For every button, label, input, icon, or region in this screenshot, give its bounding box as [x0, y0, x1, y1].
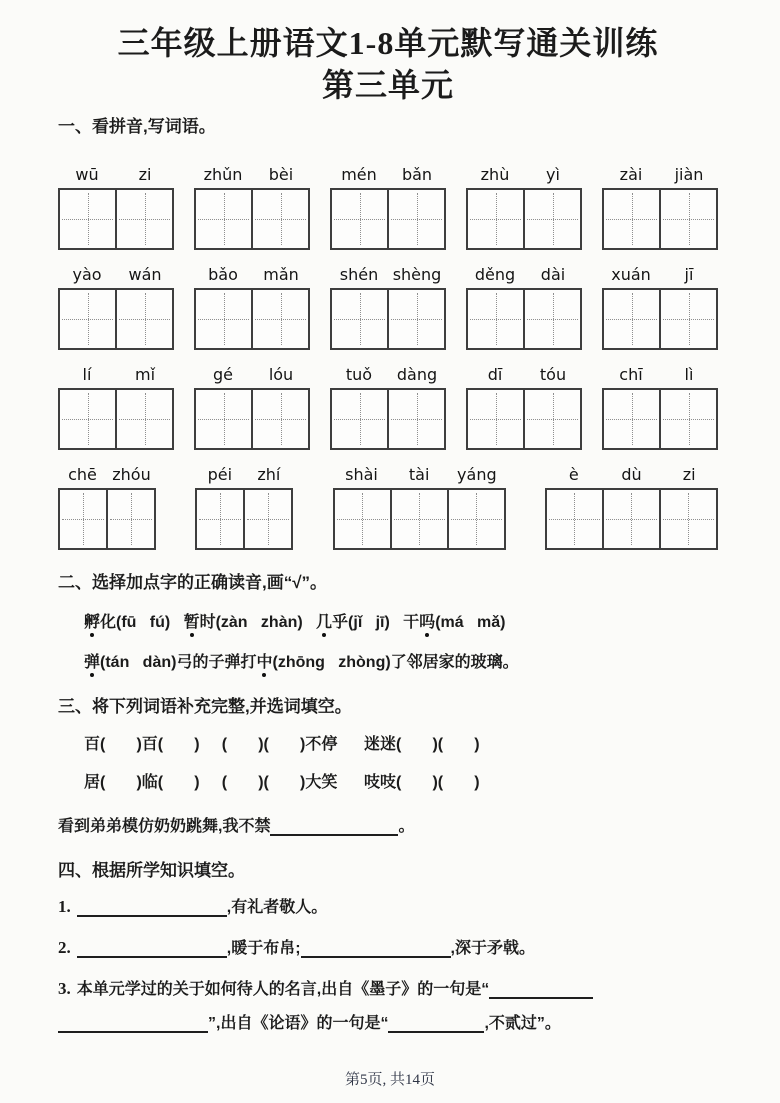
text-run: 乎(jǐ jī) 干	[332, 614, 420, 631]
text-run: ”,出自《论语》的一句是“	[208, 1015, 389, 1032]
grid-cell[interactable]	[468, 190, 523, 248]
pinyin-word-group	[58, 164, 174, 250]
writing-grid[interactable]	[330, 188, 446, 250]
pinyin-syllable: dī	[487, 365, 503, 384]
text-run: 化(fū fú)	[100, 614, 184, 631]
pinyin-rows	[58, 164, 718, 550]
grid-cell[interactable]	[468, 390, 523, 448]
pinyin-syllable: jiàn	[674, 165, 704, 184]
grid-cell[interactable]	[335, 490, 390, 548]
text-run: ,暖于布帛;	[226, 940, 301, 957]
dashed-midline-vertical	[224, 293, 225, 345]
pinyin-label	[58, 264, 174, 286]
writing-grid[interactable]	[466, 388, 582, 450]
dashed-midline-vertical	[496, 393, 497, 445]
dashed-midline-vertical	[632, 393, 633, 445]
pinyin-syllable: dàng	[396, 365, 438, 384]
section4-items	[58, 890, 718, 1041]
pinyin-word-group	[466, 364, 582, 450]
page-number: 第5页, 共14页	[344, 1072, 435, 1088]
pinyin-label	[58, 164, 174, 186]
pinyin-word-group	[602, 164, 718, 250]
grid-cell[interactable]	[251, 190, 308, 248]
dashed-midline-vertical	[281, 193, 282, 245]
dotted-character: 暂	[183, 614, 200, 631]
grid-cell[interactable]	[659, 290, 716, 348]
pinyin-word-group	[330, 264, 446, 350]
grid-cell[interactable]	[523, 190, 580, 248]
pinyin-syllable: mǐ	[134, 365, 156, 384]
grid-cell[interactable]	[60, 490, 106, 548]
page-title-line1: 三年级上册语文1-8单元默写通关训练	[117, 25, 659, 61]
writing-grid[interactable]	[194, 188, 310, 250]
pinyin-syllable: zhóu	[112, 465, 151, 484]
dashed-midline-vertical	[689, 193, 690, 245]
pinyin-syllable: è	[568, 465, 579, 484]
pinyin-label	[194, 364, 310, 386]
writing-grid[interactable]	[58, 288, 174, 350]
text-run: 看到弟弟模仿奶奶跳舞,我不禁	[58, 818, 271, 835]
pinyin-row	[58, 264, 718, 350]
dashed-midline-vertical	[131, 493, 132, 545]
pinyin-syllable: jī	[684, 265, 694, 284]
text-run: (má mǎ)	[435, 614, 506, 631]
grid-cell[interactable]	[547, 490, 602, 548]
grid-cell[interactable]	[523, 290, 580, 348]
text-run: (zhōng zhòng)了邻居家的玻璃。	[272, 654, 519, 671]
knowledge-fill-item	[58, 890, 718, 925]
pinyin-syllable: zi	[138, 165, 152, 184]
dotted-character: 孵	[84, 614, 101, 631]
grid-cell[interactable]	[523, 390, 580, 448]
grid-cell[interactable]	[332, 190, 387, 248]
pinyin-word-group	[466, 264, 582, 350]
word-completion-line-1: 百( )百( ) ( )( )不停 迷迷( )( )	[84, 736, 480, 753]
writing-grid[interactable]	[602, 388, 718, 450]
dashed-midline-vertical	[360, 193, 361, 245]
grid-cell[interactable]	[659, 390, 716, 448]
writing-grid[interactable]	[194, 388, 310, 450]
dashed-midline-vertical	[632, 293, 633, 345]
dashed-midline-vertical	[417, 293, 418, 345]
text-run: ,不贰过”。	[484, 1015, 561, 1032]
dotted-character: 吗	[419, 614, 436, 631]
fill-sentence	[58, 810, 718, 844]
section2-lines	[58, 606, 718, 680]
pinyin-syllable: bǎo	[208, 265, 238, 284]
fill-in-blank[interactable]	[77, 954, 227, 958]
pinyin-syllable: lóu	[268, 365, 294, 384]
grid-cell[interactable]	[106, 490, 154, 548]
grid-cell[interactable]	[243, 490, 291, 548]
pinyin-syllable: yì	[546, 165, 560, 184]
pinyin-syllable: zhí	[257, 465, 281, 484]
pinyin-syllable: bèi	[268, 165, 294, 184]
grid-cell[interactable]	[390, 490, 447, 548]
grid-cell[interactable]	[196, 190, 251, 248]
pinyin-word-group	[195, 464, 293, 550]
pronunciation-line-1	[58, 606, 718, 640]
writing-grid[interactable]	[330, 388, 446, 450]
pinyin-row	[58, 164, 718, 250]
fill-in-blank[interactable]	[77, 913, 227, 917]
pinyin-word-group	[58, 364, 174, 450]
item-number: 2.	[58, 938, 71, 957]
dashed-midline-vertical	[88, 193, 89, 245]
fill-in-blank[interactable]	[270, 832, 398, 836]
knowledge-fill-item	[58, 931, 718, 966]
dashed-midline-vertical	[496, 193, 497, 245]
pinyin-word-group	[330, 164, 446, 250]
dashed-midline-vertical	[145, 393, 146, 445]
pinyin-syllable: chī	[619, 365, 643, 384]
pinyin-word-group	[545, 464, 718, 550]
grid-cell[interactable]	[447, 490, 504, 548]
writing-grid[interactable]	[333, 488, 506, 550]
pinyin-label	[602, 164, 718, 186]
grid-cell[interactable]	[115, 290, 172, 348]
writing-grid[interactable]	[58, 188, 174, 250]
grid-cell[interactable]	[604, 190, 659, 248]
pinyin-syllable: tài	[408, 465, 430, 484]
dashed-midline-vertical	[360, 293, 361, 345]
pinyin-word-group	[58, 264, 174, 350]
grid-cell[interactable]	[387, 390, 444, 448]
fill-in-blank[interactable]	[388, 1029, 484, 1033]
dotted-character: 几	[316, 614, 333, 631]
text-run: (tán dàn)弓的子弹打	[100, 654, 257, 671]
writing-grid[interactable]	[602, 188, 718, 250]
dashed-midline-vertical	[224, 193, 225, 245]
writing-grid[interactable]	[58, 488, 156, 550]
pinyin-word-group	[602, 364, 718, 450]
knowledge-fill-item	[58, 972, 718, 1041]
pinyin-syllable: mén	[341, 165, 377, 184]
pinyin-label	[602, 364, 718, 386]
text-run: 时(zàn zhàn)	[199, 614, 317, 631]
pinyin-syllable: dù	[621, 465, 642, 484]
pinyin-label	[194, 264, 310, 286]
pinyin-syllable: shài	[345, 465, 378, 484]
grid-cell[interactable]	[387, 290, 444, 348]
page-title-line2: 第三单元	[321, 67, 454, 103]
word-completion-line-2: 居( )临( ) ( )( )大笑 吱吱( )( )	[84, 774, 480, 791]
grid-cell[interactable]	[332, 290, 387, 348]
pinyin-label	[466, 264, 582, 286]
dashed-midline-vertical	[419, 493, 420, 545]
pinyin-syllable: chē	[68, 465, 97, 484]
pinyin-syllable: yào	[72, 265, 102, 284]
dotted-character: 中	[256, 654, 273, 671]
dashed-midline-vertical	[417, 193, 418, 245]
pinyin-label	[330, 264, 446, 286]
pinyin-syllable: mǎn	[263, 265, 299, 284]
dashed-midline-vertical	[553, 293, 554, 345]
pinyin-syllable: lì	[684, 365, 694, 384]
pinyin-word-group	[194, 264, 310, 350]
pinyin-label	[602, 264, 718, 286]
dashed-midline-vertical	[224, 393, 225, 445]
fill-in-blank[interactable]	[301, 954, 451, 958]
grid-cell[interactable]	[60, 390, 115, 448]
grid-cell[interactable]	[115, 190, 172, 248]
text-run: ,深于矛戟。	[450, 940, 535, 957]
dashed-midline-vertical	[689, 293, 690, 345]
section3-heading: 三、将下列词语补充完整,并选词填空。	[58, 697, 352, 716]
grid-cell[interactable]	[602, 490, 659, 548]
writing-grid[interactable]	[466, 288, 582, 350]
section2-heading: 二、选择加点字的正确读音,画“√”。	[58, 573, 328, 592]
pinyin-word-group	[330, 364, 446, 450]
dashed-midline-vertical	[88, 293, 89, 345]
pinyin-label	[58, 464, 156, 486]
pinyin-syllable: shèng	[392, 265, 442, 284]
pinyin-syllable: tuǒ	[345, 365, 373, 384]
dashed-midline-vertical	[145, 293, 146, 345]
grid-cell[interactable]	[196, 290, 251, 348]
pinyin-syllable: shén	[339, 265, 379, 284]
fill-in-blank[interactable]	[489, 995, 593, 999]
pinyin-label	[545, 464, 718, 486]
pinyin-syllable: wán	[128, 265, 162, 284]
dashed-midline-vertical	[417, 393, 418, 445]
dashed-midline-vertical	[553, 193, 554, 245]
grid-cell[interactable]	[197, 490, 243, 548]
writing-grid[interactable]	[58, 388, 174, 450]
pinyin-word-group	[194, 364, 310, 450]
pinyin-syllable: lí	[82, 365, 92, 384]
pinyin-syllable: tóu	[539, 365, 567, 384]
writing-grid[interactable]	[602, 288, 718, 350]
dashed-midline-vertical	[688, 493, 689, 545]
grid-cell[interactable]	[251, 290, 308, 348]
pinyin-syllable: péi	[207, 465, 233, 484]
dashed-midline-vertical	[632, 193, 633, 245]
grid-cell[interactable]	[60, 290, 115, 348]
item-number: 3.	[58, 979, 71, 998]
grid-cell[interactable]	[251, 390, 308, 448]
pinyin-syllable: děng	[474, 265, 516, 284]
pinyin-label	[330, 364, 446, 386]
pinyin-row	[58, 364, 718, 450]
pinyin-syllable: yáng	[457, 465, 497, 484]
pinyin-syllable: zhǔn	[203, 165, 243, 184]
pinyin-syllable: dài	[540, 265, 566, 284]
dashed-midline-vertical	[220, 493, 221, 545]
pinyin-word-group	[602, 264, 718, 350]
grid-cell[interactable]	[604, 390, 659, 448]
writing-grid[interactable]	[330, 288, 446, 350]
grid-cell[interactable]	[604, 290, 659, 348]
dashed-midline-vertical	[362, 493, 363, 545]
grid-cell[interactable]	[387, 190, 444, 248]
dashed-midline-vertical	[88, 393, 89, 445]
pinyin-syllable: bǎn	[401, 165, 433, 184]
dashed-midline-vertical	[145, 193, 146, 245]
pinyin-label	[330, 164, 446, 186]
grid-cell[interactable]	[659, 490, 716, 548]
writing-grid[interactable]	[194, 288, 310, 350]
dashed-midline-vertical	[689, 393, 690, 445]
writing-grid[interactable]	[195, 488, 293, 550]
writing-grid[interactable]	[545, 488, 718, 550]
pinyin-word-group	[58, 464, 156, 550]
pinyin-word-group	[466, 164, 582, 250]
dashed-midline-vertical	[360, 393, 361, 445]
item-number: 1.	[58, 897, 71, 916]
grid-cell[interactable]	[468, 290, 523, 348]
grid-cell[interactable]	[659, 190, 716, 248]
pinyin-syllable: wū	[75, 165, 99, 184]
pinyin-word-group	[194, 164, 310, 250]
pinyin-label	[466, 164, 582, 186]
text-run: ,有礼者敬人。	[226, 899, 328, 916]
pinyin-syllable: zi	[682, 465, 696, 484]
pinyin-label	[466, 364, 582, 386]
pinyin-label	[58, 364, 174, 386]
section4-heading: 四、根据所学知识填空。	[58, 861, 245, 880]
grid-cell[interactable]	[332, 390, 387, 448]
pronunciation-line-2	[58, 646, 718, 680]
text-run: 本单元学过的关于如何待人的名言,出自《墨子》的一句是“	[76, 981, 490, 998]
dashed-midline-vertical	[553, 393, 554, 445]
dashed-midline-vertical	[281, 293, 282, 345]
pinyin-syllable: xuán	[611, 265, 651, 284]
grid-cell[interactable]	[115, 390, 172, 448]
dashed-midline-vertical	[281, 393, 282, 445]
dashed-midline-vertical	[476, 493, 477, 545]
pinyin-row	[58, 464, 718, 550]
dashed-midline-vertical	[268, 493, 269, 545]
pinyin-syllable: zhù	[480, 165, 510, 184]
fill-in-blank[interactable]	[58, 1029, 208, 1033]
pinyin-label	[194, 164, 310, 186]
dashed-midline-vertical	[574, 493, 575, 545]
pinyin-word-group	[333, 464, 506, 550]
section3-lines	[58, 728, 718, 800]
grid-cell[interactable]	[60, 190, 115, 248]
dashed-midline-vertical	[631, 493, 632, 545]
dotted-character: 弹	[84, 654, 101, 671]
pinyin-syllable: gé	[213, 365, 233, 384]
dashed-midline-vertical	[83, 493, 84, 545]
pinyin-label	[333, 464, 506, 486]
writing-grid[interactable]	[466, 188, 582, 250]
grid-cell[interactable]	[196, 390, 251, 448]
dashed-midline-vertical	[496, 293, 497, 345]
text-run: 。	[398, 818, 415, 835]
pinyin-syllable: zài	[619, 165, 643, 184]
section1-heading: 一、看拼音,写词语。	[58, 117, 216, 136]
pinyin-label	[195, 464, 293, 486]
